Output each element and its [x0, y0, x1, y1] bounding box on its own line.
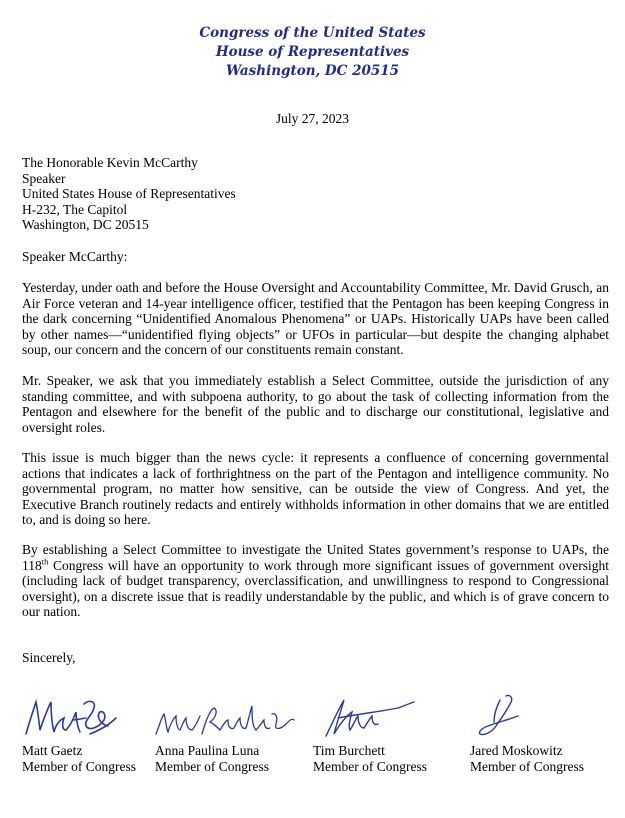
signer-title: Member of Congress	[22, 758, 136, 774]
recipient-office: H-232, The Capitol	[22, 201, 128, 217]
signer-block-burchett	[313, 743, 427, 774]
signer-block-gaetz	[22, 743, 136, 774]
signature-jared-moskowitz	[470, 690, 530, 745]
recipient-city: Washington, DC 20515	[22, 217, 149, 233]
recipient-org: United States House of Representatives	[22, 186, 236, 202]
letterhead-congress: Congress of the United States	[199, 25, 426, 41]
salutation: Speaker McCarthy:	[22, 249, 128, 264]
signer-name: Matt Gaetz	[22, 743, 83, 758]
letterhead-address: Washington, DC 20515	[225, 63, 400, 79]
signer-title: Member of Congress	[155, 758, 269, 774]
signer-name: Jared Moskowitz	[470, 743, 563, 758]
letter-date: July 27, 2023	[275, 111, 350, 126]
signature-anna-paulina-luna	[152, 690, 297, 745]
body-paragraph-4-start: By establishing a Select Committee to investigate the United States government’s response to UAPs, the 118	[22, 542, 609, 573]
body-paragraph-2: Mr. Speaker, we ask that you immediately establish a Select Committee, outside the jurisdiction of any standing committee, and with subpoena authority, to go about the task of collecting information from the Pentagon and elsewhere for the benefit of the public and to discharge our constitutional, legislative and oversight roles.	[22, 373, 609, 435]
signer-block-moskowitz	[470, 743, 584, 774]
closing: Sincerely,	[22, 650, 76, 665]
signer-block-luna	[155, 743, 269, 774]
body-paragraph-4-end: Congress will have an opportunity to work through more significant issues of government oversight (including lack of budget transparency, overclassification, and unwillingness to respond to Congressional oversight), on a discrete issue that is readily understandable by the public, and which is of grave concern to our nation.	[22, 557, 609, 620]
recipient-address	[22, 155, 236, 233]
signer-title: Member of Congress	[313, 758, 427, 774]
signer-name: Anna Paulina Luna	[155, 743, 260, 758]
ordinal-suffix: th	[41, 556, 49, 567]
body-paragraph-3: This issue is much bigger than the news cycle: it represents a confluence of concerning governmental actions that indicates a lack of forthrightness on the part of the Pentagon and intelligence community. No governmental program, no matter how sensitive, can be outside the view of Congress. And yet, the Executive Branch routinely redacts and entirely withholds information in other domains that we are entitled to, and is doing so here.	[22, 450, 609, 528]
signature-matt-gaetz	[20, 690, 120, 745]
recipient-name: The Honorable Kevin McCarthy	[22, 155, 198, 170]
body-paragraph-4	[22, 542, 609, 620]
signer-title: Member of Congress	[470, 758, 584, 774]
letterhead	[0, 24, 625, 81]
signature-tim-burchett	[318, 690, 418, 745]
signer-name: Tim Burchett	[313, 743, 385, 758]
letterhead-house: House of Representatives	[215, 44, 410, 60]
recipient-title: Speaker	[22, 170, 66, 186]
body-paragraph-1: Yesterday, under oath and before the House Oversight and Accountability Committee, Mr. David Grusch, an Air Force veteran and 14-year intelligence officer, testified that the Pentagon has been keeping Congress in the dark concerning “Unidentified Anomalous Phenomena” or UAPs. Historically UAPs have been called by other names—“unidentified flying objects” or UFOs in particular—but despite the changing alphabet soup, our concern and the concern of our constituents remain constant.	[22, 280, 609, 358]
